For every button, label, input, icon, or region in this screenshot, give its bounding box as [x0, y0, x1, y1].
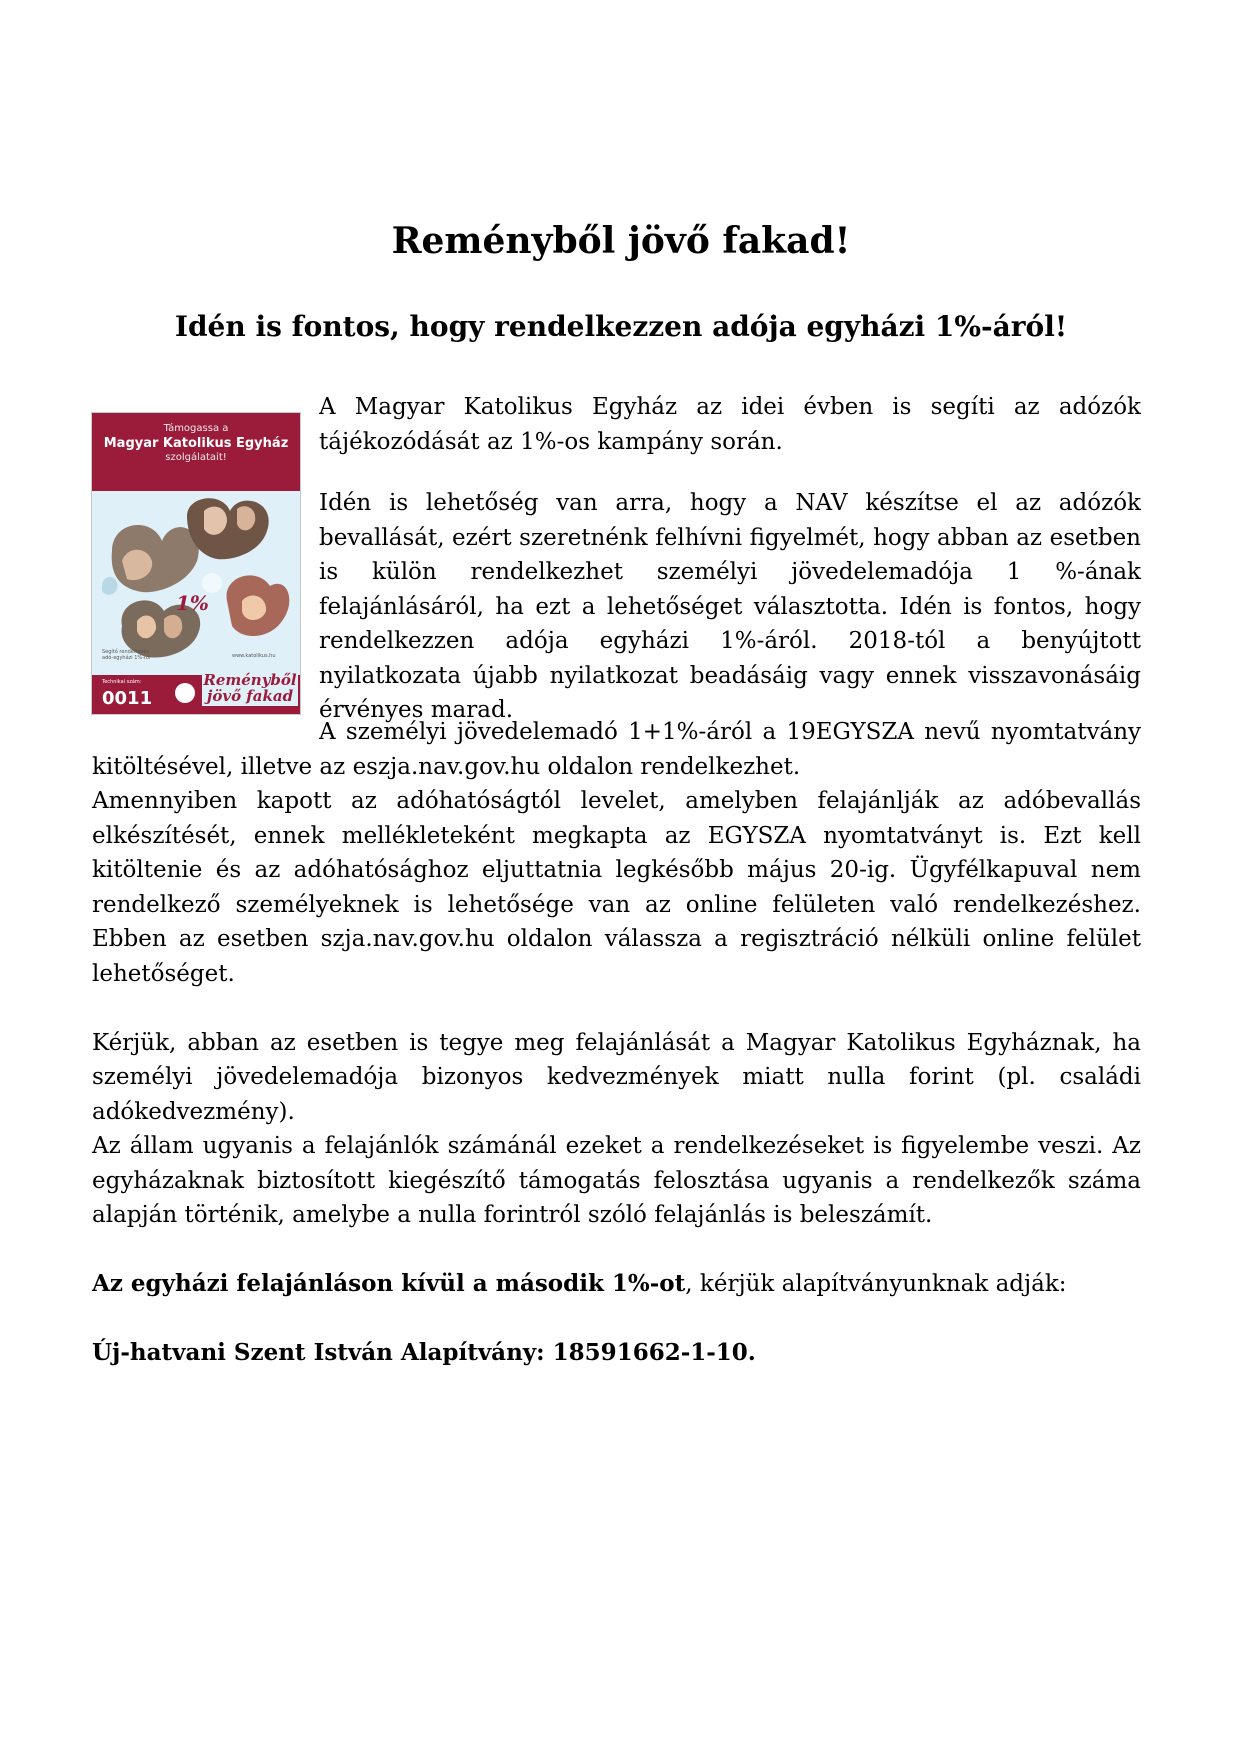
- church-emblem-icon: [175, 683, 195, 703]
- poster-header: [92, 413, 300, 491]
- main-text-flow: [92, 715, 1141, 1371]
- poster-slogan: [202, 670, 298, 706]
- poster-line-2: Magyar Katolikus Egyház: [103, 436, 289, 451]
- poster-slogan-line-2: jövő fakad: [206, 687, 294, 705]
- second-percent-rest: , kérjük alapítványunknak adják:: [685, 1271, 1067, 1297]
- poster-line-3: szolgálatait!: [165, 452, 227, 463]
- intro-paragraph: A Magyar Katolikus Egyház az idei évben is segíti az adózók tájékozódását az 1%-os kampány során.: [319, 394, 1141, 455]
- poster-code-label: Technikai szám:: [102, 679, 142, 685]
- foundation-line: Új-hatvani Szent István Alapítvány: 18591662-1-10.: [92, 1339, 756, 1366]
- poster-website: www.katolikus.hu: [232, 653, 276, 659]
- poster-photo-collage: [92, 491, 300, 675]
- page-subtitle: Idén is fontos, hogy rendelkezzen adója egyházi 1%-áról!: [174, 310, 1068, 343]
- page-title: Reményből jövő fakad!: [391, 220, 851, 262]
- second-percent-bold: Az egyházi felajánláson kívül a második 1%-ot: [92, 1270, 686, 1297]
- egysza-paragraph: [92, 715, 1141, 784]
- poster-line-1: Támogassa a: [163, 423, 229, 434]
- poster-technical-code: 0011: [102, 688, 153, 709]
- request-paragraph-1: Kérjük, abban az esetben is tegye meg felajánlását a Magyar Katolikus Egyháznak, ha személyi jövedelemadója bizonyos kedvezmények miatt nulla forint (pl. családi adókedvezmény).: [92, 1029, 1141, 1125]
- poster-percent: 1%: [176, 591, 209, 615]
- request-paragraph-2: Az állam ugyanis a felajánlók számánál ezeket a rendelkezéseket is figyelembe veszi. Az egyházaknak biztosított kiegészítő támogatás felosztása ugyanis a rendelkezők száma alapján történik, amelybe a nulla forintról szóló felajánlás is beleszámít.: [92, 1133, 1141, 1228]
- poster-small-text: Segítő rendelkezés adó-egyházi 1%-ról: [102, 649, 151, 661]
- poster-slogan-line-1: Reményből: [203, 671, 297, 689]
- second-percent-paragraph: [92, 1267, 1141, 1302]
- campaign-poster-image: [91, 412, 301, 715]
- egysza-text: A személyi jövedelemadó 1+1%-áról a 19EGYSZA nevű nyomtatvány kitöltésével, illetve az eszja.nav.gov.hu oldalon rendelkezhet.: [92, 719, 1141, 780]
- nav-paragraph: Idén is lehetőség van arra, hogy a NAV készítse el az adózók bevallását, ezért szeretnénk felhívni figyelmét, hogy abban az esetben is külön rendelkezhet személyi jövedelemadója 1 %-ának felajánlásáról, ha ezt a lehetőséget választotta. Idén is fontos, hogy rendelkezzen adója egyházi 1%-áról. 2018-tól a benyújtott nyilatkozata újabb nyilatkozat beadásáig vagy ennek visszavonásáig érvényes marad.: [319, 490, 1141, 723]
- letter-paragraph: Amennyiben kapott az adóhatóságtól levelet, amelyben felajánlják az adóbevallás elkészítését, ennek mellékleteként megkapta az EGYSZA nyomtatványt is. Ezt kell kitöltenie és az adóhatósághoz eljuttatnia legkésőbb május 20-ig. Ügyfélkapuval nem rendelkező személyeknek is lehetősége van az online felületen való rendelkezéshez. Ebben az esetben szja.nav.gov.hu oldalon válassza a regisztráció nélküli online felület lehetőséget.: [92, 788, 1141, 987]
